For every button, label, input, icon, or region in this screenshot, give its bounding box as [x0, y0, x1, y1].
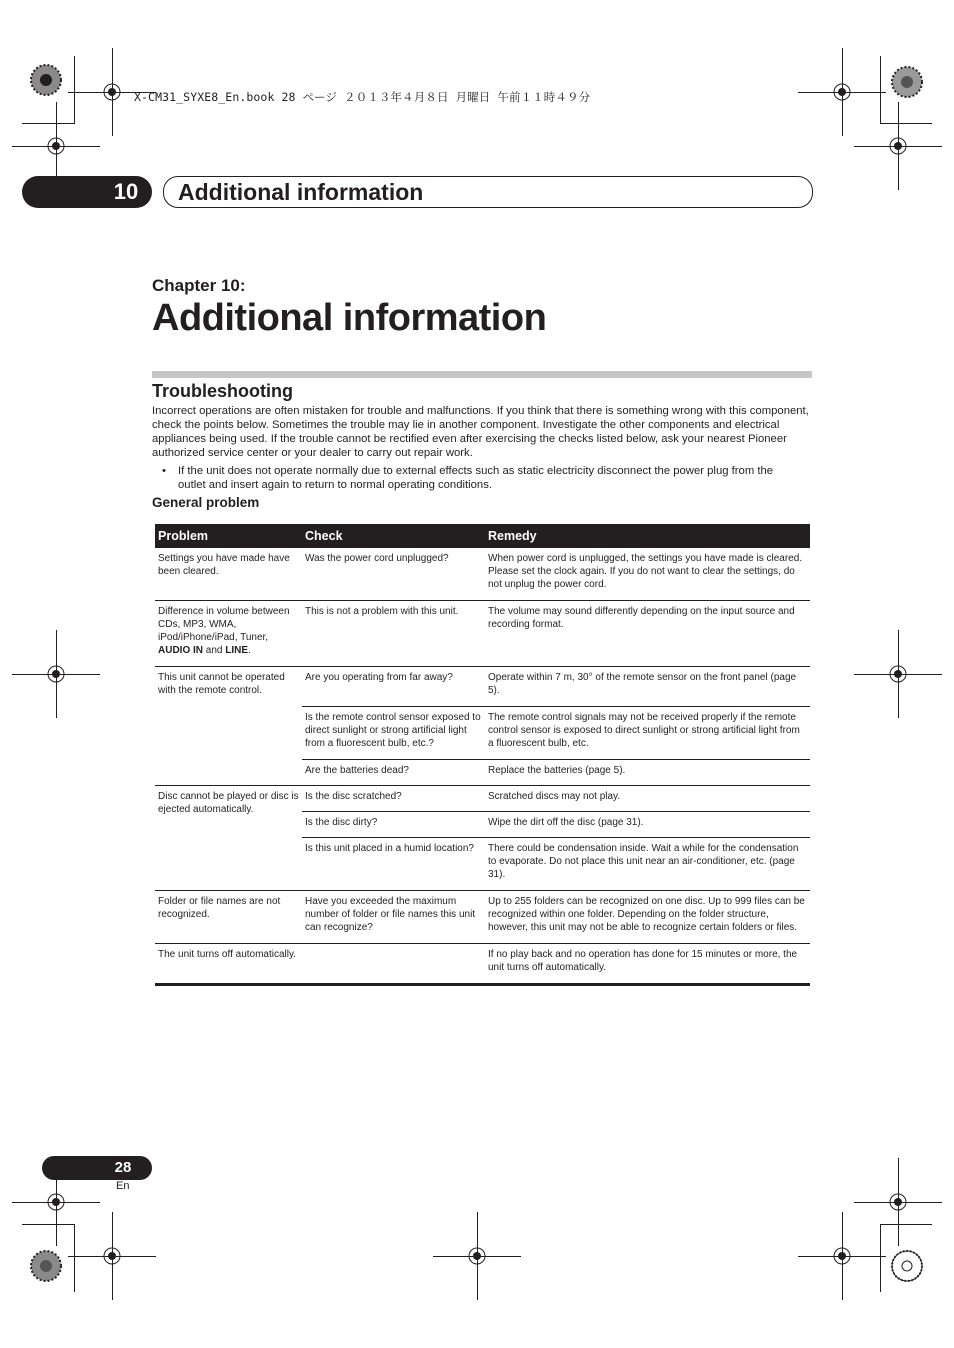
problem-text: .	[248, 645, 251, 656]
check-cell: This is not a problem with this unit.	[302, 601, 485, 667]
check-cell: Are the batteries dead?	[302, 760, 485, 786]
chapter-header-title: Additional information	[178, 179, 424, 205]
table-row	[155, 601, 810, 667]
registration-mark-icon	[832, 82, 852, 102]
page-title: Additional information	[152, 297, 547, 339]
remedy-cell: If no play back and no operation has done for 15 minutes or more, the unit turns off automatically.	[485, 944, 810, 985]
remedy-cell: The remote control signals may not be received properly if the remote control sensor is exposed to direct sunlight or strong artificial light from a fluorescent bulb, etc.	[485, 707, 810, 760]
registration-mark-icon	[46, 136, 66, 156]
subsection-title: General problem	[152, 495, 260, 510]
remedy-cell: Wipe the dirt off the disc (page 31).	[485, 812, 810, 838]
control-label: AUDIO IN	[158, 645, 203, 656]
table-header-row	[155, 524, 810, 548]
column-header-check: Check	[302, 524, 485, 548]
starburst-mark-icon	[891, 1250, 923, 1282]
note-text: If the unit does not operate normally due to external effects such as static electricity disconnect the power plug from the outlet and insert again to return to normal operating conditions.	[178, 465, 774, 491]
bullet-icon: •	[162, 465, 166, 477]
check-cell: Is the disc scratched?	[302, 786, 485, 812]
starburst-mark-icon	[30, 1250, 62, 1282]
problem-cell	[155, 601, 302, 667]
chapter-number: 10	[113, 179, 139, 204]
registration-mark-icon	[46, 664, 66, 684]
print-header: X-CM31_SYXE8_En.book 28 ページ ２０１３年４月８日 月曜日 午前１１時４９分	[134, 90, 591, 104]
remedy-cell: The volume may sound differently depending on the input source and recording format.	[485, 601, 810, 667]
check-cell: Is the remote control sensor exposed to direct sunlight or strong artificial light from a fluorescent bulb, etc.?	[302, 707, 485, 760]
table-row	[155, 786, 810, 812]
problem-cell: Folder or file names are not recognized.	[155, 891, 302, 944]
intro-paragraph: Incorrect operations are often mistaken for trouble and malfunctions. If you think that there is something wrong with this component, check the points below. Sometimes the trouble may lie in another component. Investigate the other components and electrical appliances being used. If the trouble cannot be rectified even after exercising the checks listed below, ask your nearest Pioneer authorized service center or your dealer to carry out repair work.	[152, 405, 809, 459]
registration-mark-icon	[888, 1192, 908, 1212]
registration-mark-icon	[102, 82, 122, 102]
check-cell: Are you operating from far away?	[302, 667, 485, 707]
chapter-label: Chapter 10:	[152, 276, 246, 295]
check-cell	[302, 944, 485, 985]
control-label: LINE	[225, 645, 249, 656]
table-row	[155, 667, 810, 707]
table-row	[155, 944, 810, 985]
table-row	[155, 548, 810, 601]
remedy-cell: Scratched discs may not play.	[485, 786, 810, 812]
check-cell: Is this unit placed in a humid location?	[302, 838, 485, 891]
table-row	[155, 891, 810, 944]
problem-cell: The unit turns off automatically.	[155, 944, 302, 985]
starburst-mark-icon	[30, 64, 62, 96]
starburst-mark-icon	[891, 66, 923, 98]
check-cell: Was the power cord unplugged?	[302, 548, 485, 601]
check-cell: Is the disc dirty?	[302, 812, 485, 838]
page-language: En	[116, 1180, 130, 1192]
column-header-remedy: Remedy	[485, 524, 810, 548]
registration-mark-icon	[888, 664, 908, 684]
remedy-cell: Replace the batteries (page 5).	[485, 760, 810, 786]
registration-mark-icon	[46, 1192, 66, 1212]
page-number: 28	[114, 1159, 132, 1176]
remedy-cell: When power cord is unplugged, the settings you have made is cleared. Please set the clock again. If you do not want to clear the settings, do not unplug the power cord.	[485, 548, 810, 601]
problem-cell: Disc cannot be played or disc is ejected automatically.	[155, 786, 302, 891]
section-title: Troubleshooting	[152, 381, 293, 401]
remedy-cell: There could be condensation inside. Wait a while for the condensation to evaporate. Do not place this unit near an air-conditioner, etc. (page 31).	[485, 838, 810, 891]
remedy-cell: Up to 255 folders can be recognized on one disc. Up to 999 files can be recognized within one folder. Depending on the folder structure, however, this unit may not be able to recognize certain folders or files.	[485, 891, 810, 944]
problem-cell: Settings you have made have been cleared.	[155, 548, 302, 601]
registration-mark-icon	[888, 136, 908, 156]
troubleshooting-table	[155, 524, 810, 986]
check-cell: Have you exceeded the maximum number of folder or file names this unit can recognize?	[302, 891, 485, 944]
column-header-problem: Problem	[155, 524, 302, 548]
registration-mark-icon	[832, 1246, 852, 1266]
section-divider	[152, 371, 812, 378]
remedy-cell: Operate within 7 m, 30° of the remote sensor on the front panel (page 5).	[485, 667, 810, 707]
registration-mark-icon	[467, 1246, 487, 1266]
problem-text: and	[203, 645, 226, 656]
problem-text: Difference in volume between CDs, MP3, WMA, iPod/iPhone/iPad, Tuner,	[158, 606, 290, 643]
problem-cell: This unit cannot be operated with the remote control.	[155, 667, 302, 786]
registration-mark-icon	[102, 1246, 122, 1266]
